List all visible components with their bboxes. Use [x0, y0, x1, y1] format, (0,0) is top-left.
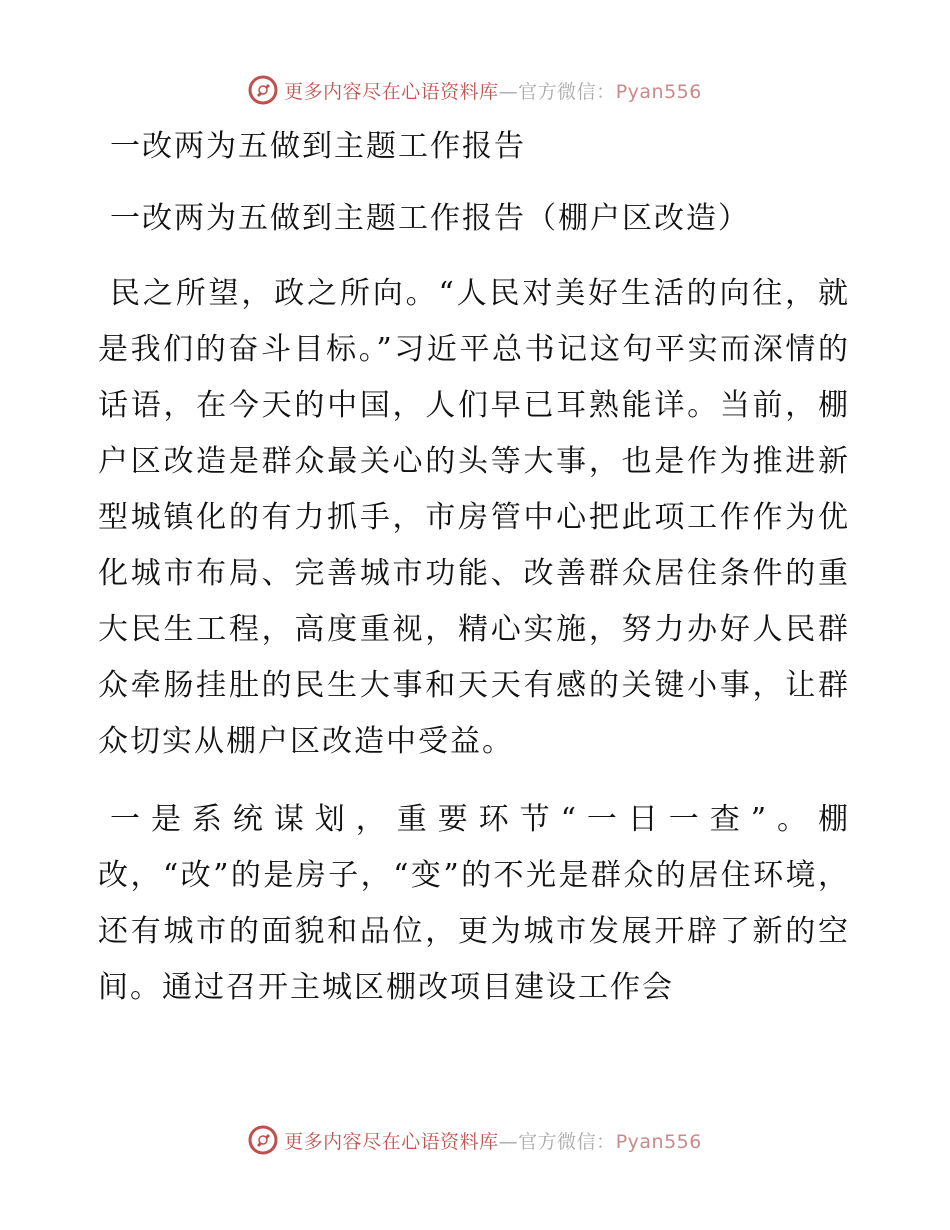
watermark-main: 更多内容尽在心语资料库: [284, 80, 499, 103]
logo-icon: [248, 75, 278, 105]
watermark-wechat-id: Pyan556: [615, 80, 702, 103]
watermark-text: [284, 77, 702, 104]
watermark-main: 更多内容尽在心语资料库: [284, 1130, 499, 1153]
watermark-dash: —: [498, 1130, 519, 1153]
watermark-dash: —: [498, 80, 519, 103]
paragraph-1: [98, 266, 850, 770]
watermark-wechat-label: 官方微信：: [518, 1130, 616, 1153]
watermark-banner-bottom: [0, 1120, 950, 1160]
paragraph-2: [98, 792, 850, 1016]
document-title: 一改两为五做到主题工作报告: [110, 129, 526, 164]
watermark-wechat-id: Pyan556: [615, 1130, 702, 1153]
logo-icon: [248, 1125, 278, 1155]
document-subtitle: 一改两为五做到主题工作报告（棚户区改造）: [110, 201, 750, 236]
watermark-banner-top: [0, 70, 950, 110]
watermark-wechat-label: 官方微信：: [518, 80, 616, 103]
paragraph-2-text: 一是系统谋划，重要环节“一日一查”。棚改，“改”的是房子，“变”的不光是群众的居住环境，还有城市的面貌和品位，更为城市发展开辟了新的空间。通过召开主城区棚改项目建设工作会: [98, 802, 850, 1005]
document-body: [98, 120, 850, 1038]
watermark-text: [284, 1127, 702, 1154]
paragraph-1-text: 民之所望，政之所向。“人民对美好生活的向往，就是我们的奋斗目标。”习近平总书记这句平实而深情的话语，在今天的中国，人们早已耳熟能详。当前，棚户区改造是群众最关心的头等大事，也是作为推进新型城镇化的有力抓手，市房管中心把此项工作作为优化城市布局、完善城市功能、改善群众居住条件的重大民生工程，高度重视，精心实施，努力办好人民群众牵肠挂肚的民生大事和天天有感的关键小事，让群众切实从棚户区改造中受益。: [98, 276, 850, 759]
